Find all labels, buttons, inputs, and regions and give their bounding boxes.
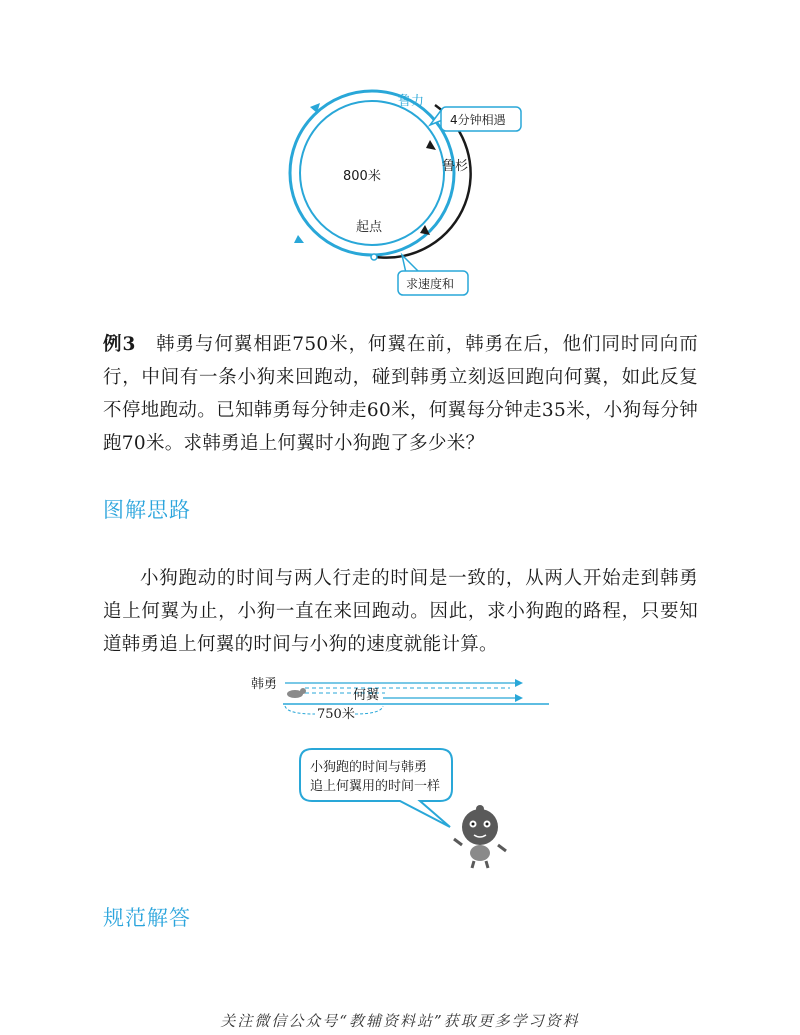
han-label: 韩勇 — [251, 677, 278, 692]
meet-callout-text: 4分钟相遇 — [450, 113, 506, 127]
runner-b-label: 鲁杉 — [442, 159, 469, 174]
distance-diagram — [245, 670, 565, 730]
bubble-line-2: 追上何翼用的时间一样 — [310, 779, 441, 794]
question-callout-text: 求速度和 — [406, 277, 455, 291]
footer-watermark: 关注微信公众号“教辅资料站”获取更多学习资料 — [220, 1012, 580, 1030]
question-callout — [398, 255, 468, 295]
problem-text: 韩勇与何翼相距750米，何翼在前，韩勇在后，他们同时同向而行，中间有一条小狗来回跑动，碰到韩勇立刻返回跑向何翼，如此反复不停地跑动。已知韩勇每分钟走60米，何翼每分钟走35米，小狗每分钟跑70米。求韩勇追上何翼时小狗跑了多少米？ — [103, 334, 698, 454]
example-label: 例3 — [103, 334, 136, 355]
runner-a-label: 鲁力 — [398, 94, 425, 109]
mascot-bubble-svg — [290, 745, 530, 870]
mascot-bubble-figure — [290, 745, 530, 870]
start-point-marker — [371, 254, 377, 260]
illustrated-approach-heading: 图解思路 — [103, 498, 191, 522]
standard-solution-heading: 规范解答 — [103, 906, 191, 930]
luli-arrow-head-lower — [294, 235, 304, 243]
bubble-line-1: 小狗跑的时间与韩勇 — [310, 760, 428, 775]
meet-callout — [430, 107, 521, 131]
start-label: 起点 — [356, 220, 383, 235]
track-diagram — [270, 85, 550, 300]
he-path-arrow — [515, 694, 523, 702]
analysis-paragraph: 小狗跑动的时间与两人行走的时间是一致的，从两人开始走到韩勇追上何翼为止，小狗一直在来回跑动。因此，求小狗跑的路程，只要知道韩勇追上何翼的时间与小狗的速度就能计算。 — [103, 568, 698, 655]
gap-label: 750米 — [317, 707, 355, 722]
he-label: 何翼 — [353, 688, 380, 703]
track-distance-label: 800米 — [343, 169, 381, 184]
lushan-arrow-head — [426, 140, 436, 150]
problem-statement — [103, 328, 698, 460]
distance-diagram-svg — [245, 670, 565, 730]
dog-icon — [287, 688, 306, 698]
track-diagram-svg — [270, 85, 550, 300]
mascot-character-icon — [454, 805, 506, 868]
han-path-arrow — [515, 679, 523, 687]
